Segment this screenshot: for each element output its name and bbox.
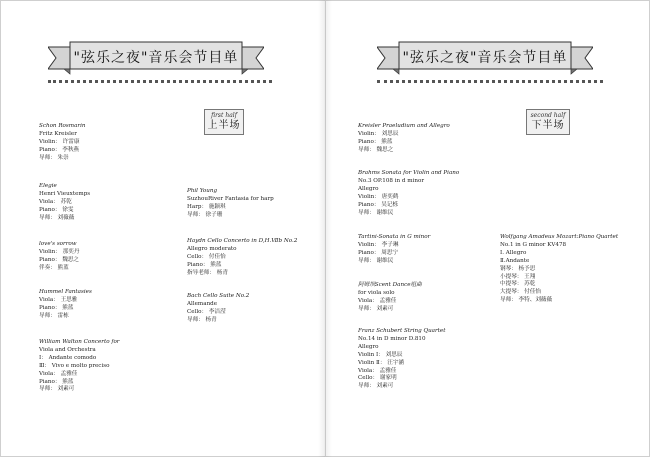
program-item bbox=[358, 328, 446, 391]
half-badge bbox=[204, 109, 244, 135]
program-line: 钢琴： 杨予思 bbox=[500, 265, 536, 272]
piece-title: Haydn Cello Concerto in D,H.Ⅶb No.2 bbox=[187, 238, 298, 244]
program-line: 导师： 雷栋 bbox=[39, 312, 69, 319]
program-line: 导师： 谢维民 bbox=[358, 257, 394, 264]
banner-title: "弦乐之夜"音乐会节目单 bbox=[402, 50, 568, 66]
program-line: 导师： 刘薇薇 bbox=[39, 214, 75, 221]
program-line: Henri Vieuxtemps bbox=[39, 190, 91, 197]
program-banner bbox=[377, 39, 593, 75]
program-line: 导师： 杨青 bbox=[187, 316, 217, 323]
piece-title: Schon Rosmarin bbox=[39, 123, 86, 129]
program-item bbox=[187, 293, 249, 325]
program-line: Piano： 魏思之 bbox=[39, 256, 80, 263]
program-line: Violin Ⅰ： 刘思辰 bbox=[358, 351, 403, 358]
piece-title: 阿姆坝Scent Dance组曲 bbox=[358, 282, 422, 288]
program-line: Ⅲ： Vivo e molto preciso bbox=[39, 362, 110, 369]
program-line: Viola： 孟雅佳 bbox=[39, 370, 78, 377]
banner-title: "弦乐之夜"音乐会节目单 bbox=[73, 50, 239, 66]
program-line: Cello： 谢家明 bbox=[358, 375, 397, 382]
program-line: 导师： 刘素可 bbox=[358, 305, 394, 312]
program-line: SuzhouRiver Fantasia for harp bbox=[187, 195, 274, 202]
program-line: 大提琴： 付佳怡 bbox=[500, 289, 541, 296]
piece-title: love's sorrow bbox=[39, 241, 77, 247]
right-page bbox=[325, 0, 650, 457]
piece-title: Hummel Fantasies bbox=[39, 289, 92, 295]
program-line: Ⅱ.Andante bbox=[500, 257, 530, 264]
program-line: Viola： 孟雅佳 bbox=[358, 297, 397, 304]
piece-title: Brahms Sonata for Violin and Piano bbox=[358, 170, 460, 176]
program-line: Cello： 李洁滢 bbox=[187, 308, 226, 315]
program-line: 导师： 李特、刘薇薇 bbox=[500, 297, 553, 304]
program-line: Viola： 王思雅 bbox=[39, 296, 78, 303]
program-item bbox=[39, 241, 79, 273]
piece-title: Bach Cello Suite No.2 bbox=[187, 293, 250, 299]
program-line: Harp： 施颖琪 bbox=[187, 203, 226, 210]
piece-title: William Walton Concerto for bbox=[39, 339, 120, 345]
program-line: 小提琴： 王翔 bbox=[500, 273, 536, 280]
program-line: Ⅰ： Andante comodo bbox=[39, 354, 97, 361]
program-line: Allegro moderato bbox=[187, 245, 237, 252]
program-item bbox=[187, 188, 274, 220]
piece-title: Wolfgang Amadeus Mozart:Piano Quartet bbox=[500, 234, 619, 240]
program-line: Piano： 熊蓝 bbox=[39, 378, 74, 385]
piece-title: Tartini-Sonata in G minor bbox=[358, 234, 431, 240]
program-item bbox=[358, 234, 430, 266]
program-line: Viola and Orchestra bbox=[39, 346, 96, 353]
program-line: No.3 OP.108 in d minor bbox=[358, 177, 424, 184]
program-line: Fritz Kreisler bbox=[39, 130, 77, 137]
program-item bbox=[39, 183, 90, 223]
program-item bbox=[39, 123, 85, 163]
program-line: for viola solo bbox=[358, 289, 395, 296]
dotted-divider bbox=[48, 80, 272, 83]
program-item bbox=[39, 289, 92, 321]
program-line: Piano： 熊蓝 bbox=[358, 138, 393, 145]
program-line: Violin Ⅱ： 汪宇涵 bbox=[358, 359, 405, 366]
left-page bbox=[0, 0, 325, 457]
program-item bbox=[358, 170, 459, 217]
dotted-divider bbox=[377, 80, 603, 83]
program-line: Allemande bbox=[187, 300, 218, 307]
program-line: Viola： 孟雅佳 bbox=[358, 367, 397, 374]
program-line: Piano： 熊蓝 bbox=[39, 304, 74, 311]
program-line: 导师： 刘素可 bbox=[39, 386, 75, 393]
program-line: 指导老师： 杨青 bbox=[187, 269, 228, 276]
piece-title: Elegie bbox=[39, 183, 57, 189]
program-line: Violin： 李子琳 bbox=[358, 241, 399, 248]
program-item bbox=[187, 238, 297, 278]
program-line: Violin： 唐奕鹤 bbox=[358, 193, 399, 200]
program-item bbox=[500, 234, 618, 305]
half-label-zh: 下半场 bbox=[531, 120, 565, 131]
program-item bbox=[358, 282, 422, 314]
program-line: No.14 in D minor D.810 bbox=[358, 335, 426, 342]
program-line: 导师： 魏思之 bbox=[358, 146, 394, 153]
program-line: Piano： 熊蓝 bbox=[187, 261, 222, 268]
program-item bbox=[358, 123, 450, 155]
program-line: Piano： 徐雯 bbox=[39, 206, 74, 213]
program-line: Violin： 许雷康 bbox=[39, 138, 80, 145]
program-item bbox=[39, 339, 119, 394]
program-line: Allegro bbox=[358, 185, 379, 192]
program-line: 伴奏： 熊蓝 bbox=[39, 264, 69, 271]
half-label-en: first half bbox=[211, 112, 237, 119]
program-line: Ⅰ. Allegro bbox=[500, 249, 527, 256]
program-line: 中提琴： 苏乾 bbox=[500, 281, 536, 288]
piece-title: Franz Schubert String Quartet bbox=[358, 328, 446, 334]
program-line: 导师： 谢维民 bbox=[358, 209, 394, 216]
program-line: Violin： 刘思辰 bbox=[358, 130, 399, 137]
program-line: Cello： 付佳怡 bbox=[187, 253, 226, 260]
piece-title: Phil Young bbox=[187, 188, 218, 194]
program-line: Violin： 那奕丹 bbox=[39, 248, 80, 255]
program-line: Piano： 周思宁 bbox=[358, 249, 399, 256]
half-label-en: second half bbox=[530, 112, 566, 119]
program-line: 导师： 刘素可 bbox=[358, 383, 394, 390]
half-label-zh: 上半场 bbox=[207, 120, 241, 131]
program-line: Piano： 李秋燕 bbox=[39, 146, 80, 153]
program-line: Allegro bbox=[358, 343, 379, 350]
program-line: Viola： 苏乾 bbox=[39, 198, 72, 205]
program-line: No.1 in G minor KV478 bbox=[500, 241, 567, 248]
program-line: 导师： 朱崇 bbox=[39, 154, 69, 161]
piece-title: Kreisler Praeludium and Allegro bbox=[358, 123, 450, 129]
program-banner bbox=[48, 39, 264, 75]
program-line: Piano： 吴记栎 bbox=[358, 201, 399, 208]
program-line: 导师： 徐子珊 bbox=[187, 211, 223, 218]
half-badge bbox=[526, 109, 570, 135]
